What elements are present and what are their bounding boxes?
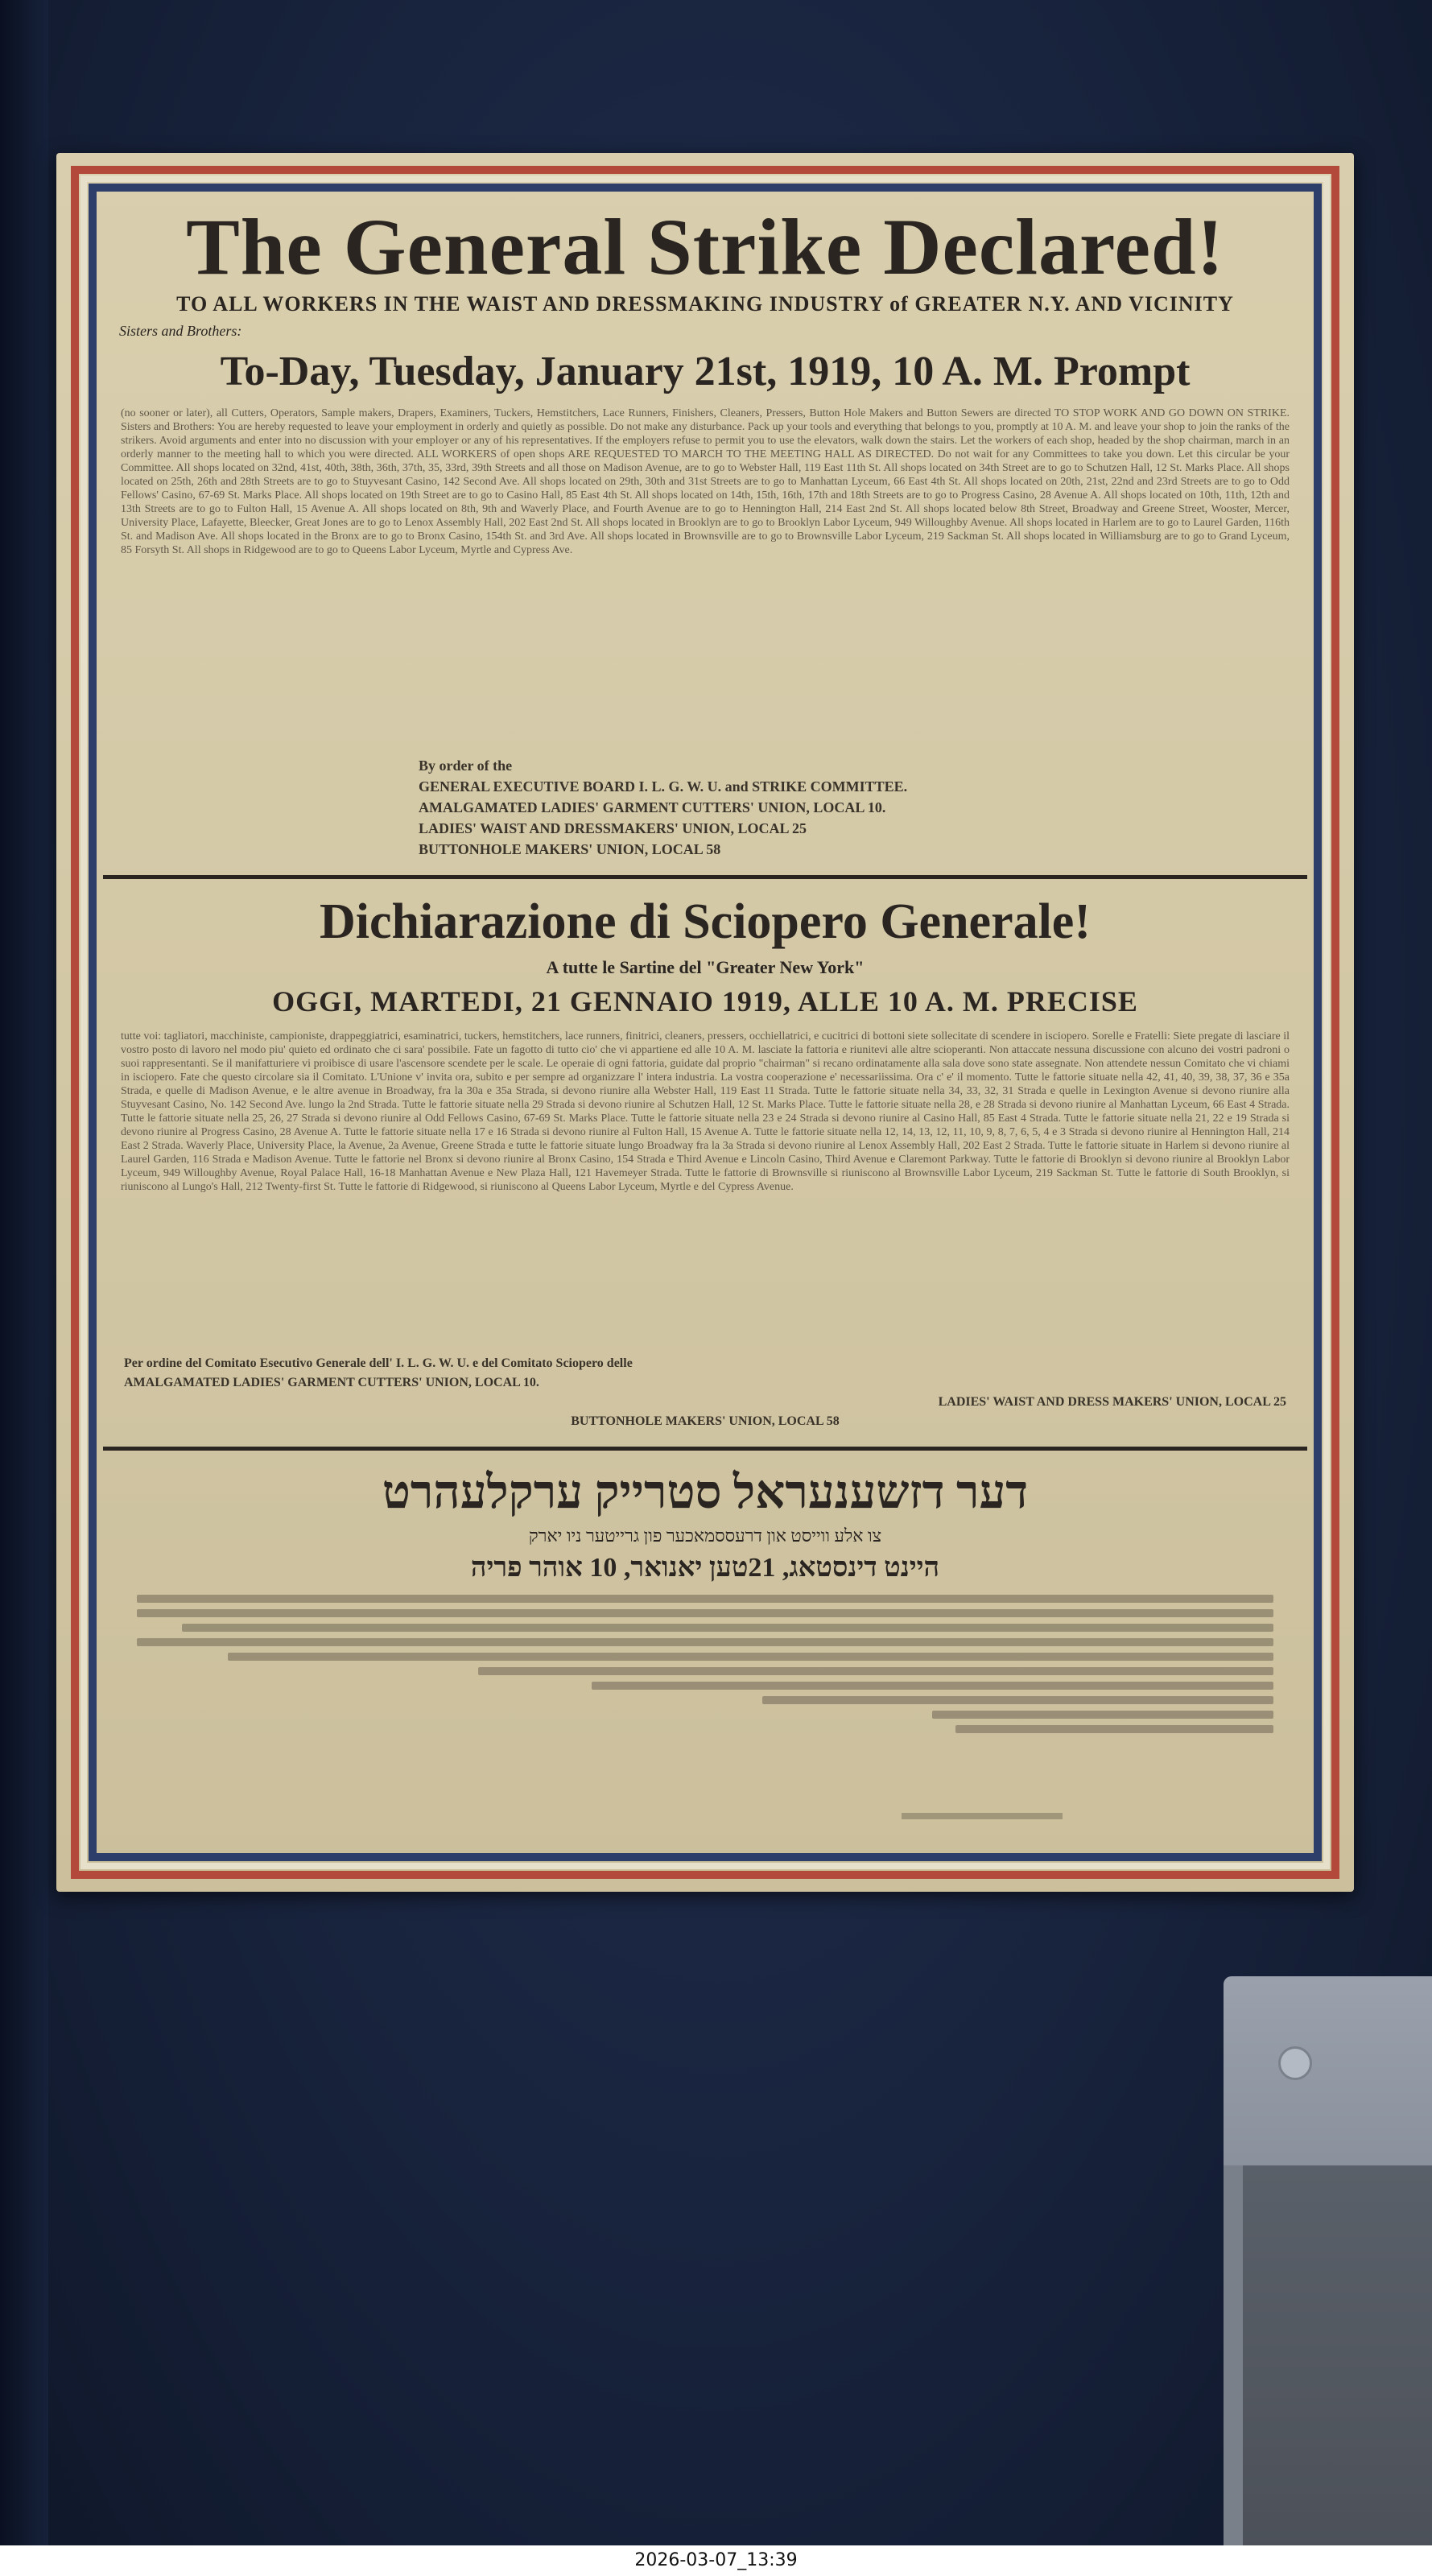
english-signature-1: GENERAL EXECUTIVE BOARD I. L. G. W. U. and STRIKE COMMITTEE.: [419, 778, 908, 795]
english-signature-3: LADIES' WAIST AND DRESSMAKERS' UNION, LOCAL 25: [419, 820, 807, 836]
italian-signature-2: LADIES' WAIST AND DRESS MAKERS' UNION, LOCAL 25: [938, 1395, 1286, 1409]
italian-section: [113, 894, 1298, 1429]
italian-subtitle: A tutte le Sartine del "Greater New York": [546, 957, 865, 977]
wall-shadow-edge: [0, 0, 48, 2576]
yiddish-title: דער דזשענעראל סטרייק ערקלעהרט: [382, 1466, 1029, 1518]
english-signature-2: AMALGAMATED LADIES' GARMENT CUTTERS' UNION, LOCAL 10.: [419, 799, 886, 815]
english-section: [113, 204, 1298, 857]
italian-byorder: Per ordine del Comitato Esecutivo Generale dell' I. L. G. W. U. e del Comitato Sciopero delle: [124, 1356, 633, 1370]
italian-signature-1: AMALGAMATED LADIES' GARMENT CUTTERS' UNION, LOCAL 10.: [124, 1376, 539, 1389]
english-byorder: By order of the: [419, 758, 513, 774]
italian-title: Dichiarazione di Sciopero Generale!: [320, 894, 1091, 949]
italian-date-line: OGGI, MARTEDI, 21 GENNAIO 1919, ALLE 10 A. M. PRECISE: [272, 985, 1138, 1018]
yiddish-section: [113, 1465, 1298, 1836]
english-title: The General Strike Declared!: [186, 202, 1224, 291]
english-subtitle: TO ALL WORKERS IN THE WAIST AND DRESSMAKING INDUSTRY of GREATER N.Y. AND VICINITY: [176, 292, 1234, 316]
yiddish-date-line: היינט דינסטאג, 21טען יאנואר, 10 אוהר פריה: [470, 1553, 940, 1583]
yiddish-body: [137, 1595, 1273, 1836]
printer-mark: [902, 1813, 1063, 1819]
poster-content: [113, 201, 1298, 1843]
english-signature-4: BUTTONHOLE MAKERS' UNION, LOCAL 58: [419, 841, 721, 857]
yiddish-subtitle: צו אלע ווייסט און דרעססמאכער פון גרייטער ניו יארק: [528, 1525, 882, 1546]
bolt-icon: [1278, 2046, 1312, 2080]
metal-bracket-inner: [1224, 2165, 1432, 2576]
english-date-line: To-Day, Tuesday, January 21st, 1919, 10 A. M. Prompt: [220, 349, 1191, 394]
section-divider-2: [103, 1447, 1307, 1451]
section-divider-1: [103, 875, 1307, 879]
strike-poster: [56, 153, 1354, 1892]
english-greeting: Sisters and Brothers:: [119, 323, 242, 339]
english-body: (no sooner or later), all Cutters, Operators, Sample makers, Drapers, Examiners, Tuckers, Hemstitchers, Lace Runners, Finishers, Cleaners, Pressers, Button Hole Makers and Button Sewers are directed TO STOP WORK AND GO DOWN ON STRIKE. Sisters and Brothers: You are hereby requested to leave your employment in orderly and quietly as possible. Do not make any disturbance. Pack up your tools and everything that belongs to you, promptly at 10 A. M. and leave your shop to join the ranks of the strikers. Avoid arguments and enter into no discussion with your employer or any of his representatives. If the employers refuse to permit you to use the elevators, walk down the stairs. Let the workers of each shop, headed by the shop chairman, march in an orderly manner to the meeting hall to which you were directed. ALL WORKERS of open shops ARE REQUESTED TO MARCH TO THE MEETING HALL AS DIRECTED. Do not wait for any Committees to take you down. Let this circular be your Committee. All shops located on 32nd, 41st, 40th, 38th, 36th, 37th, 35, 33rd, 39th Streets and all those on Madison Avenue, are to go to Webster Hall, 119 East 11th St. All shops located on 34th Street are to go to Schutzen Hall, 12 St. Marks Place. All shops located on 25th, 26th and 28th Streets are to go to Stuyvesant Casino, 142 Second Ave. All shops located on 29th, 30th and 31st Streets are to go to Manhattan Lyceum, 66 East 4th St. All shops located on 20th, 21st, 22nd and 23rd Streets are to go to Odd Fellows' Casino, 67-69 St. Marks Place. All shops located on 19th Street are to go to Casino Hall, 85 East 4th St. All shops located on 14th, 15th, 16th, 17th and 18th Streets are to go to Progress Casino, 28 Avenue A. All shops located on 10th, 11th, 12th and 13th Streets are to go to Fulton Hall, 15 Avenue A. All shops located on 8th, 9th and Waverly Place, and Fourth Avenue are to go to Hennington Hall, 214 East 2nd St. All shops located below 8th Street, Broadway and Greene Street, Wooster, Mercer, University Place, Lafayette, Bleecker, Great Jones are to go to Lenox Assembly Hall, 202 East 2nd St. All shops located in Brooklyn are to go to Brooklyn Labor Lyceum, 949 Willoughby Avenue. All shops located in Harlem are to go to Laurel Garden, 116th St. and Madison Ave. All shops located in the Bronx are to go to Bronx Casino, 154th St. and 3rd Ave. All shops located in Brownsville are to go to Brownsville Labor Lyceum, 219 Sackman St. All shops located in Williamsburg are to go to Grand Lyceum, 85 Forsyth St. All shops in Ridgewood are to go to Queens Labor Lyceum, Myrtle and Cypress Ave.: [121, 407, 1290, 556]
photo-timestamp: 2026-03-07_13:39: [0, 2545, 1432, 2576]
italian-signature-3: BUTTONHOLE MAKERS' UNION, LOCAL 58: [571, 1414, 840, 1428]
italian-body: tutte voi: tagliatori, macchiniste, campioniste, drappeggiatrici, esaminatrici, tuckers, hemstitchers, lace runners, finitrici, cleaners, pressers, occhiellatrici, e cucitrici di bottoni siete sollecitate di scendere in isciopero. Sorelle e Fratelli: Siete pregate di lasciare il vostro posto di lavoro nel modo piu' quieto ed ordinato che ci sara' possibile. Fate un fagotto di tutto cio' che vi appartiene ed alle 10 A. M. lasciate la fattoria e riunitevi alle altre scioperanti. Non attaccate nessuna discussione con alcuno dei vostri padroni o suoi rappresentanti. Se il manifatturiere vi proibisce di usare l'ascensore scendete per le scale. Le operaie di ogni fattoria, guidate dal proprio "chairman" si recano ordinatamente alla sala dove sono state assegnate. Non attendete nessun Comitato che vi chiami in isciopero. Fate che questo circolare sia il Comitato. L'Unione v' invita ora, subito e per sempre ad organizzare l' intera industria. La vostra cooperazione e' necessariissima. Ora c' e' il momento. Tutte le fattorie situate nella 42, 41, 40, 39, 38, 37, 36 e 35a Strada, e quelle di Madison Avenue, e le altre avenue in Broadway, fra la 30a e 35a Strada, si devono riunire alla Webster Hall, 119 East 11 Strada. Tutte le fattorie situate nella 34, 33, 32, 31 Strada e quelle in Lexington Avenue si devono riunire alla Stuyvesant Casino, No. 142 Second Ave. lungo la 2nd Strada. Tutte le fattorie situate nella 29 Strada si devono riunire al Schutzen Hall, 12 St. Marks Place. Tutte le fattorie situate nella 28, e 28 Strada si devono riunire al Manhattan Lyceum, 66 East 4 Strada. Tutte le fattorie situate nella 25, 26, 27 Strada si devono riunire al Odd Fellows Casino, 67-69 St. Marks Place. Tutte le fattorie situate nella 23 e 24 Strada si devono riunire al Casino Hall, 85 East 4 Strada. Tutte le fattorie situate nella 21, 22 e 19 Strada si devono riunire al Progress Casino, 28 Avenue A. Tutte le fattorie situate nella 17 e 16 Strada si devono riunire al Fulton Hall, 15 Avenue A. Tutte le fattorie situate nella 12, 14, 13, 12, 11, 10, 9, 8, 7, 6, 5, 4 e 3 Strada si devono riunire al Hennington Hall, 214 East 2 Strada. Waverly Place, University Place, la Avenue, 2a Avenue, Greene Strada e tutte le fattorie situate lungo Broadway fra la 3a Strada si devono riunire al Lenox Assembly Hall, 202 East 2 Strada. Tutte le fattorie situate in Harlem si devono riunire al Laurel Garden, 116 Strada e Madison Avenue. Tutte le fattorie nel Bronx si devono riunire al Bronx Casino, 154 Strada e Third Avenue e Lincoln Casino, Third Avenue e Claremont Parkway. Tutte le fattorie di Brooklyn si devono riunire al Brooklyn Labor Lyceum, 949 Willoughby Avenue, Royal Palace Hall, 16-18 Manhattan Avenue e New Plaza Hall, 121 Havemeyer Strada. Tutte le fattorie di Brownsville si riuniscono al Brownsville Labor Lyceum, 219 Sackman St. Tutte le fattorie di South Brooklyn, si riuniscono al Lungo's Hall, 212 Twenty-first St. Tutte le fattorie di Ridgewood, si riuniscono al Queens Labor Lyceum, Myrtle e del Cypress Avenue.: [121, 1030, 1290, 1193]
